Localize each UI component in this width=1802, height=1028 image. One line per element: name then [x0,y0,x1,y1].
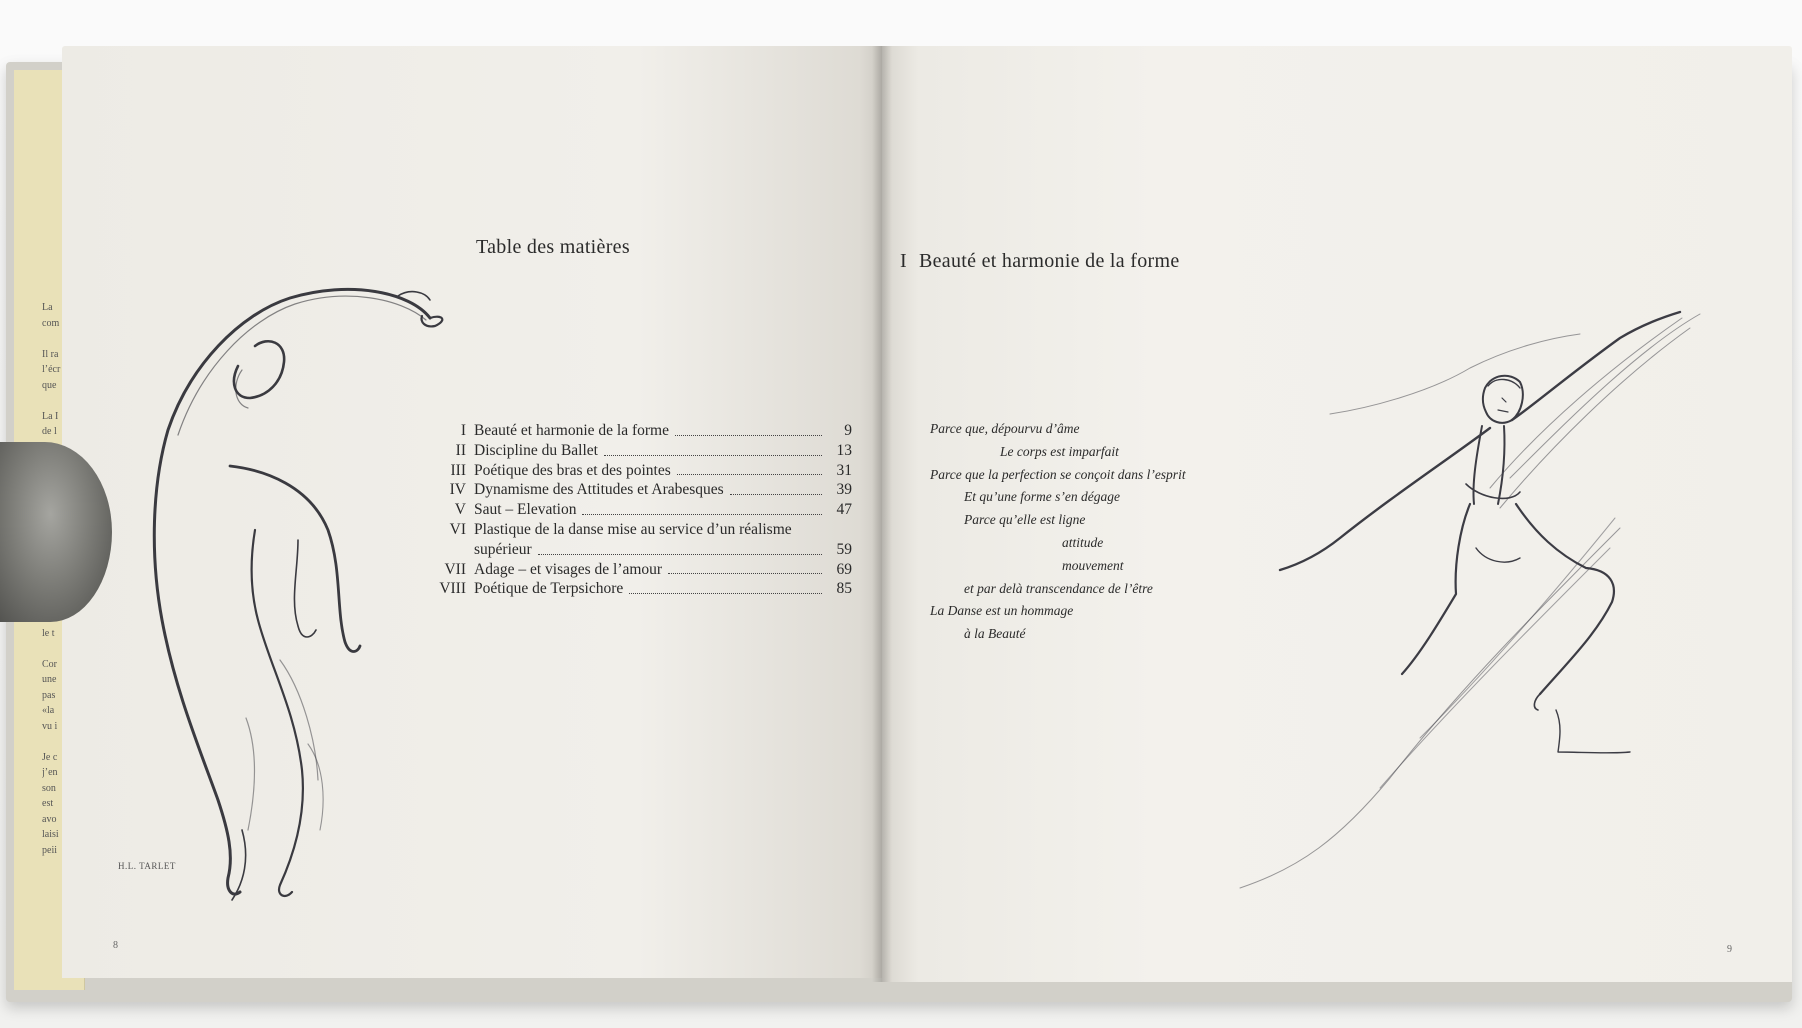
toc-entry-title-block [474,520,852,560]
previous-page-fragment: Il ra [42,348,59,360]
toc-entry-number: IV [449,481,466,499]
toc-entry-title-continued [474,540,852,560]
toc-entry[interactable] [436,560,852,580]
page-number-left: 8 [113,940,118,951]
toc-entry-page: 85 [836,580,852,598]
toc-entry-page: 13 [836,441,852,459]
toc-leader-dots [582,514,822,515]
toc-entry-number: VII [444,560,466,578]
toc-entry-page: 47 [836,501,852,519]
toc-entry[interactable] [436,500,852,520]
chapter-number: I [900,250,907,272]
previous-page-fragment: peii [42,844,57,856]
toc-entry-title: Saut – Elevation [474,501,577,519]
toc-entry[interactable] [436,480,852,500]
previous-page-fragment: laisi [42,829,59,840]
toc-entry-page: 31 [836,461,852,479]
page-number-right: 9 [1727,944,1732,955]
toc-entry-number: V [454,501,466,519]
toc-entry-title: Plastique de la danse mise au service d’un réalisme [474,520,792,538]
poem-line: Parce que la perfection se conçoit dans l’esprit [930,466,1186,482]
previous-page-fragment: La [42,302,53,313]
chapter-heading [900,250,1180,273]
artist-signature: H.L. TARLET [118,861,176,871]
poem-line: à la Beauté [964,626,1026,642]
toc-leader-dots [730,494,822,495]
previous-page-fragment: «la [42,705,55,716]
toc-leader-dots [668,573,822,574]
previous-page-fragment: le t [42,627,55,639]
previous-page-fragment: avo [42,813,57,825]
previous-page-fragment: est [42,798,54,809]
toc-entry[interactable] [436,441,852,461]
previous-page-fragment: j’en [42,767,58,778]
toc-entry-title: Beauté et harmonie de la forme [474,422,669,439]
book-gutter [872,46,892,982]
poem-line: Parce que, dépourvu d’âme [930,421,1080,436]
toc-entry-page: 69 [836,560,852,578]
previous-page-fragment: La I [42,410,59,422]
toc-entry[interactable] [436,520,852,560]
poem-line: et par delà transcendance de l’être [964,580,1153,596]
toc-entry[interactable] [436,461,852,481]
toc-heading: Table des matières [476,236,630,258]
toc-leader-dots [629,593,822,594]
previous-page-fragment: Je c [42,751,58,763]
toc-leader-dots [538,554,822,555]
previous-page-fragment: pas [42,689,56,701]
previous-page-fragment: de l [42,426,57,437]
chapter-title: Beauté et harmonie de la forme [918,250,1180,272]
toc-entry-title: Dynamisme des Attitudes et Arabesques [474,481,724,499]
previous-page-fragment: son [42,782,56,794]
toc-entry-title: Poétique de Terpsichore [474,580,624,598]
toc-entry-title: Adage – et visages de l’amour [474,560,663,578]
poem-line: Et qu’une forme s’en dégage [964,489,1120,505]
toc-entry-number: I [460,422,466,439]
dancer-sketch-right [1220,308,1740,898]
poem-line: attitude [1062,534,1104,550]
previous-page-fragment: l’écr [42,364,61,375]
poem-line: Parce qu’elle est ligne [964,512,1086,528]
toc-entry-number: III [450,461,466,479]
previous-page-fragment: com [42,317,60,329]
toc-entry-title: Poétique des bras et des pointes [474,461,671,479]
toc-entry-title: Discipline du Ballet [474,441,598,459]
dancer-sketch-left [130,270,450,910]
toc-entry[interactable] [436,579,852,599]
poem-line: La Danse est un hommage [930,603,1074,619]
toc-entry[interactable] [436,421,852,441]
toc-leader-dots [675,435,822,436]
previous-page-fragment: vu i [42,720,58,732]
previous-page-fragment: que [42,379,57,391]
toc-entry-page: 59 [836,540,852,558]
poem-line: Le corps est imparfait [1000,443,1119,459]
toc-entry-page: 9 [844,422,852,439]
table-of-contents [436,421,852,599]
poem [930,418,1186,646]
poem-line: mouvement [1062,557,1124,573]
toc-leader-dots [677,474,822,475]
toc-entry-number: VIII [439,580,466,598]
previous-page-fragment: Cor [42,658,57,670]
toc-entry-page: 39 [836,481,852,499]
toc-entry-title-line2: supérieur [474,540,532,558]
toc-leader-dots [604,455,822,456]
toc-entry-number: VI [449,520,466,538]
previous-page-fragment: une [42,674,57,685]
toc-entry-number: II [455,441,466,459]
